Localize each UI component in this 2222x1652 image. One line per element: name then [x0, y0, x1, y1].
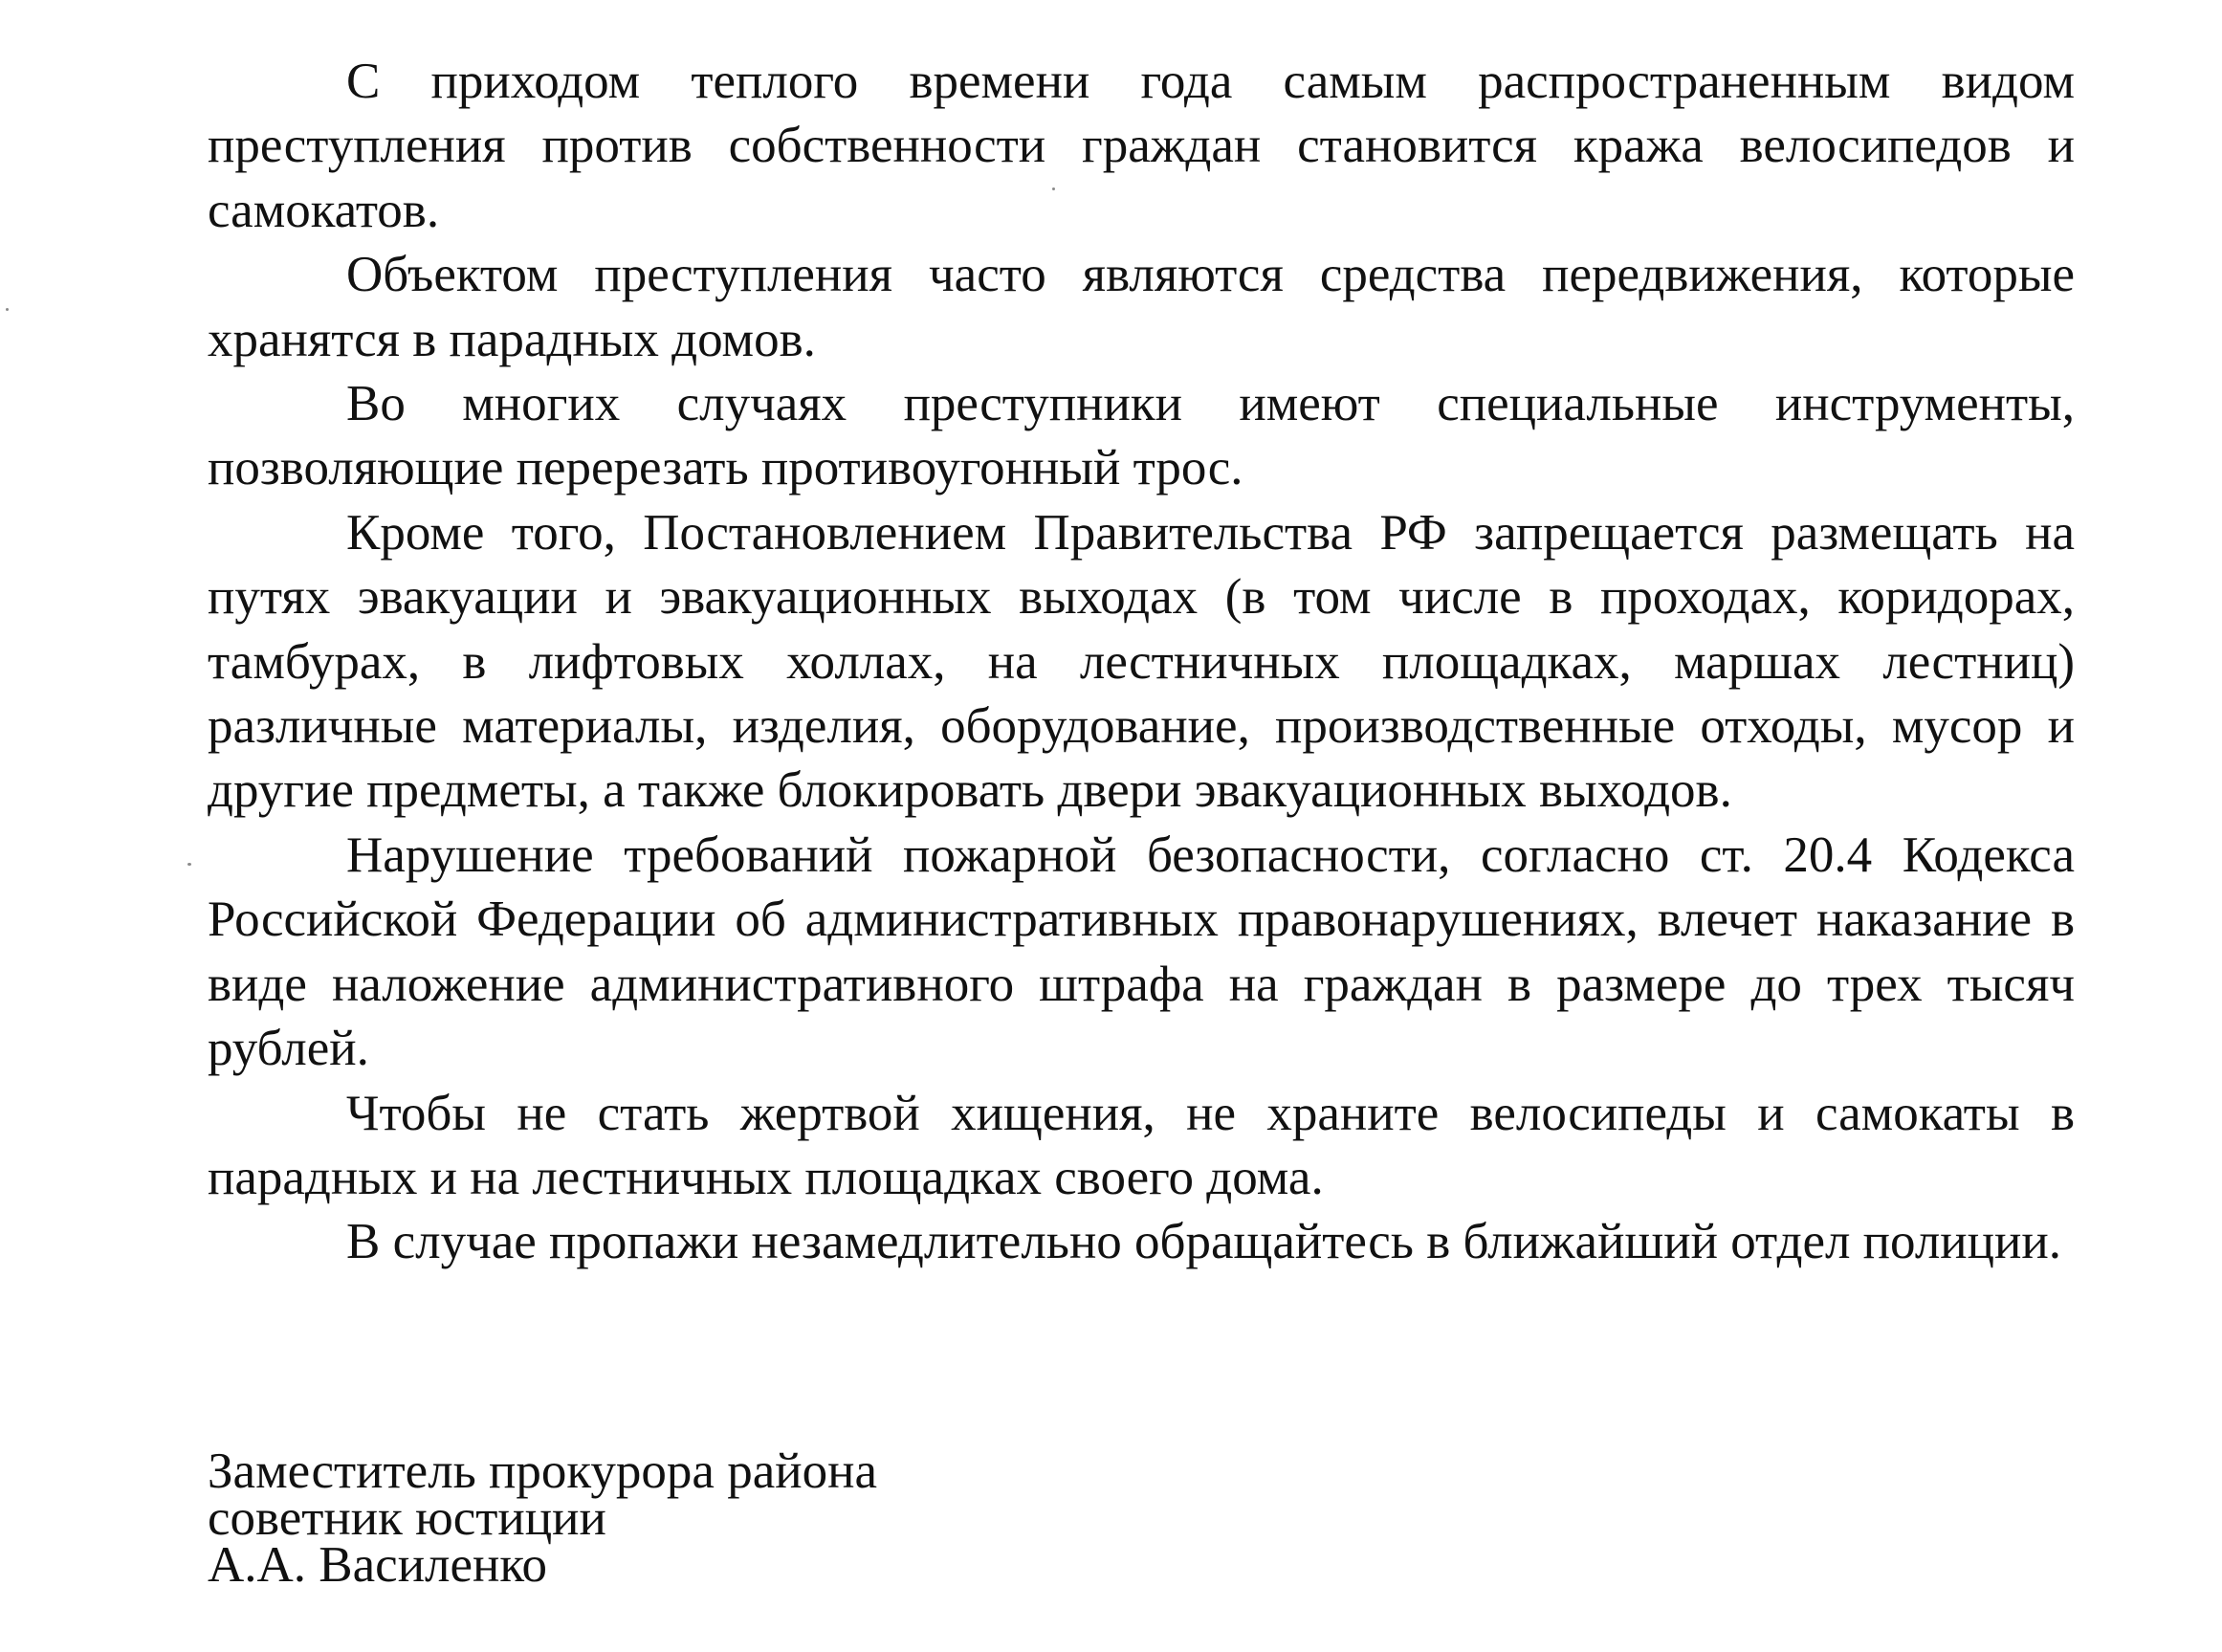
scan-speck	[6, 308, 9, 311]
document-body	[208, 50, 2075, 1275]
scan-speck	[187, 863, 191, 866]
paragraph-tools: Во многих случаях преступники имеют специальные инструменты, позволяющие перерезать противоугонный трос.	[208, 376, 2075, 496]
scan-speck	[1052, 187, 1055, 190]
signature-rank: советник юстиции	[208, 1490, 606, 1546]
paragraph-contact-police: В случае пропажи незамедлительно обращайтесь в ближайший отдел полиции.	[346, 1214, 2061, 1270]
signature-name: А.А. Василенко	[208, 1537, 547, 1593]
signature-position: Заместитель прокурора района	[208, 1443, 877, 1499]
paragraph-fire-safety-penalty: Нарушение требований пожарной безопасности, согласно ст. 20.4 Кодекса Российской Федерации об административных правонарушениях, влечет наказание в виде наложение административного штрафа на граждан в размере до трех тысяч рублей.	[208, 826, 2075, 1077]
signature-block	[208, 1443, 877, 1593]
paragraph-object-of-crime: Объектом преступления часто являются средства передвижения, которые хранятся в парадных домов.	[208, 247, 2075, 367]
paragraph-evacuation-rules: Кроме того, Постановлением Правительства РФ запрещается размещать на путях эвакуации и эвакуационных выходах (в том числе в проходах, коридорах, тамбурах, в лифтовых холлах, на лестничных площадках, маршах лестниц) различные материалы, изделия, оборудование, производственные отходы, мусор и другие предметы, а также блокировать двери эвакуационных выходов.	[208, 504, 2075, 819]
paragraph-intro: С приходом теплого времени года самым распространенным видом преступления против собственности граждан становится кража велосипедов и самокатов.	[208, 54, 2075, 238]
paragraph-advice: Чтобы не стать жертвой хищения, не храните велосипеды и самокаты в парадных и на лестничных площадках своего дома.	[208, 1085, 2075, 1205]
